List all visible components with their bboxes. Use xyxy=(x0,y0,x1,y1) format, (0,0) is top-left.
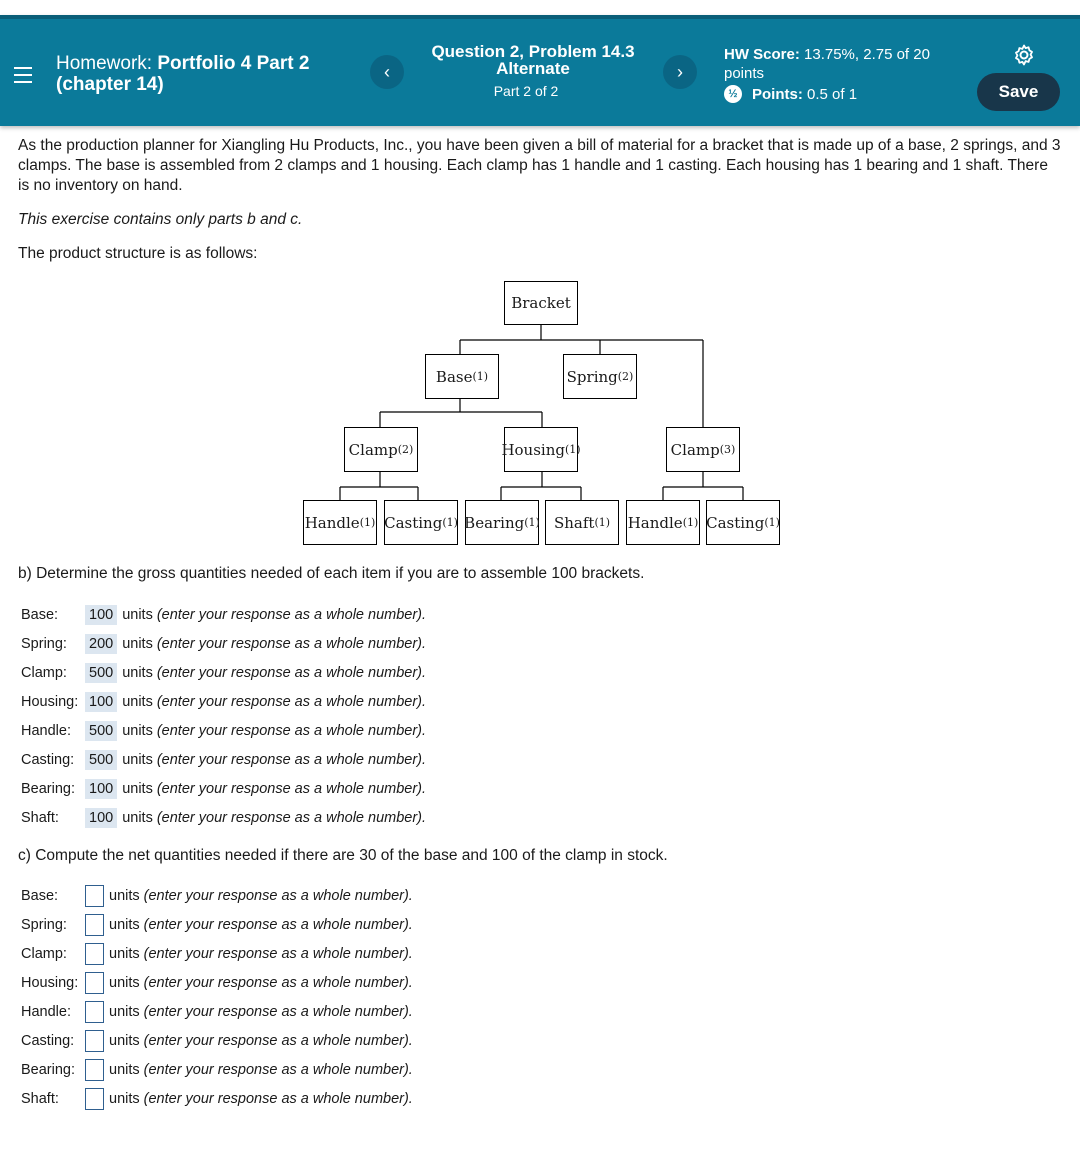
units-label: units xyxy=(122,810,153,826)
answer-hint: (enter your response as a whole number). xyxy=(143,946,413,962)
answer-value[interactable]: 100 xyxy=(85,605,117,625)
answer-row xyxy=(21,603,426,627)
answer-value[interactable]: 100 xyxy=(85,692,117,712)
save-button[interactable]: Save xyxy=(977,73,1060,111)
answer-value[interactable]: 500 xyxy=(85,750,117,770)
node-bracket-label: Bracket xyxy=(511,294,571,312)
answer-label: Base: xyxy=(21,888,59,904)
answer-label: Casting: xyxy=(21,752,75,768)
answer-row xyxy=(21,913,413,937)
next-question-button[interactable]: › xyxy=(663,55,697,89)
answer-row xyxy=(21,1000,413,1024)
points-label: Points: xyxy=(752,85,803,103)
points-display xyxy=(724,85,857,103)
answer-label: Handle: xyxy=(21,723,71,739)
answer-row xyxy=(21,884,413,908)
previous-question-button[interactable]: ‹ xyxy=(370,55,404,89)
answer-row xyxy=(21,690,426,714)
answer-label: Bearing: xyxy=(21,1062,76,1078)
node-clamp-left-qty: (2) xyxy=(397,443,414,456)
node-base-label: Base xyxy=(435,367,473,386)
answer-label: Clamp: xyxy=(21,665,67,681)
answer-input[interactable] xyxy=(85,943,104,965)
node-shaft-qty: (1) xyxy=(594,516,611,529)
node-casting-left-qty: (1) xyxy=(442,516,458,529)
answer-label: Shaft: xyxy=(21,810,59,826)
units-label: units xyxy=(122,636,153,652)
units-label: units xyxy=(122,752,153,768)
node-handle-right-label: Handle xyxy=(627,513,683,532)
answer-hint: (enter your response as a whole number). xyxy=(156,665,427,681)
answer-label: Spring: xyxy=(21,636,67,652)
homework-name: Portfolio 4 Part 2 (chapter 14) xyxy=(56,53,310,95)
answer-value[interactable]: 100 xyxy=(85,779,117,799)
units-label: units xyxy=(109,1004,140,1020)
exercise-note: This exercise contains only parts b and c. xyxy=(18,211,303,228)
answer-hint: (enter your response as a whole number). xyxy=(143,975,413,991)
product-structure-diagram xyxy=(300,278,790,550)
part-b-question: b) Determine the gross quantities needed of each item if you are to assemble 100 brackets. xyxy=(18,565,645,582)
answer-hint: (enter your response as a whole number). xyxy=(156,636,427,652)
answer-input[interactable] xyxy=(85,972,104,994)
answer-label: Shaft: xyxy=(21,1091,59,1107)
answer-row xyxy=(21,661,426,685)
units-label: units xyxy=(109,975,140,991)
question-info xyxy=(418,43,648,99)
answer-value[interactable]: 100 xyxy=(85,808,117,828)
answer-value[interactable]: 200 xyxy=(85,634,117,654)
question-title: Question 2, Problem 14.3 Alternate xyxy=(431,42,635,78)
answer-row xyxy=(21,719,426,743)
node-shaft-label: Shaft xyxy=(553,513,595,532)
node-spring-label: Spring xyxy=(566,367,618,386)
answer-label: Spring: xyxy=(21,917,67,933)
node-handle-left-label: Handle xyxy=(304,513,360,532)
node-clamp-left-label: Clamp xyxy=(348,440,398,459)
answer-label: Clamp: xyxy=(21,946,67,962)
answer-hint: (enter your response as a whole number). xyxy=(156,752,427,768)
node-casting-left xyxy=(384,500,458,545)
node-bearing xyxy=(465,500,539,545)
answer-label: Casting: xyxy=(21,1033,75,1049)
intro-text: As the production planner for Xiangling Hu Products, Inc., you have been given a bill of material for a bracket that is made up of a base, 2 springs, and 3 clamps. The base is assembled from 2 clamps and 1 housing. Each clamp has 1 handle and 1 casting. Each housing has 1 bearing and 1 shaft. There is no inventory on hand. xyxy=(18,137,1061,194)
answer-label: Base: xyxy=(21,607,59,623)
node-base xyxy=(425,354,499,399)
answer-input[interactable] xyxy=(85,1088,104,1110)
units-label: units xyxy=(122,723,153,739)
node-housing-label: Housing xyxy=(501,440,565,459)
answer-hint: (enter your response as a whole number). xyxy=(143,1062,413,1078)
answer-label: Housing: xyxy=(21,694,79,710)
units-label: units xyxy=(109,1062,140,1078)
node-clamp-right-label: Clamp xyxy=(670,440,720,459)
answer-row xyxy=(21,942,413,966)
node-clamp-right xyxy=(666,427,740,472)
answer-label: Bearing: xyxy=(21,781,76,797)
answer-hint: (enter your response as a whole number). xyxy=(143,917,413,933)
answer-hint: (enter your response as a whole number). xyxy=(156,607,427,623)
hw-score xyxy=(724,45,944,83)
answer-row xyxy=(21,1087,413,1111)
hw-score-value: 13.75%, 2.75 of 20 points xyxy=(724,46,930,82)
homework-prefix: Homework: xyxy=(56,53,153,74)
answer-hint: (enter your response as a whole number). xyxy=(143,1091,413,1107)
answer-row xyxy=(21,806,426,830)
node-bearing-qty: (1) xyxy=(524,516,540,529)
answer-label: Housing: xyxy=(21,975,79,991)
answer-value[interactable]: 500 xyxy=(85,721,117,741)
units-label: units xyxy=(109,888,140,904)
units-label: units xyxy=(122,781,153,797)
answer-hint: (enter your response as a whole number). xyxy=(156,723,427,739)
node-housing-qty: (1) xyxy=(564,443,581,456)
question-part: Part 2 of 2 xyxy=(493,83,559,99)
node-clamp-right-qty: (3) xyxy=(719,443,736,456)
node-handle-right-qty: (1) xyxy=(682,516,699,529)
gear-icon[interactable] xyxy=(1012,43,1036,67)
units-label: units xyxy=(109,1033,140,1049)
node-casting-right-label: Casting xyxy=(706,513,765,532)
answer-hint: (enter your response as a whole number). xyxy=(143,1004,413,1020)
answer-hint: (enter your response as a whole number). xyxy=(143,1033,413,1049)
answer-hint: (enter your response as a whole number). xyxy=(156,781,427,797)
answer-hint: (enter your response as a whole number). xyxy=(143,888,413,904)
answer-label: Handle: xyxy=(21,1004,71,1020)
node-housing xyxy=(501,427,581,472)
units-label: units xyxy=(109,946,140,962)
node-base-qty: (1) xyxy=(472,370,489,383)
answer-input[interactable] xyxy=(85,885,104,907)
points-value: 0.5 of 1 xyxy=(807,85,858,103)
answer-hint: (enter your response as a whole number). xyxy=(156,810,427,826)
node-bearing-label: Bearing xyxy=(464,513,525,532)
answer-row xyxy=(21,1029,413,1053)
node-handle-left-qty: (1) xyxy=(359,516,376,529)
question-content xyxy=(18,136,1063,278)
part-c-question: c) Compute the net quantities needed if there are 30 of the base and 100 of the clamp in stock. xyxy=(18,847,668,864)
partial-credit-icon: ½ xyxy=(724,85,742,103)
menu-icon[interactable] xyxy=(14,67,32,83)
answer-hint: (enter your response as a whole number). xyxy=(156,694,427,710)
node-casting-right-qty: (1) xyxy=(764,516,780,529)
answer-input[interactable] xyxy=(85,1030,104,1052)
node-clamp-left xyxy=(344,427,418,472)
units-label: units xyxy=(109,917,140,933)
node-casting-left-label: Casting xyxy=(384,513,443,532)
answer-input[interactable] xyxy=(85,1001,104,1023)
node-spring-qty: (2) xyxy=(617,370,634,383)
header-bar xyxy=(0,15,1080,126)
node-spring xyxy=(563,354,637,399)
units-label: units xyxy=(109,1091,140,1107)
node-shaft xyxy=(545,500,619,545)
answer-input[interactable] xyxy=(85,1059,104,1081)
answer-row xyxy=(21,971,413,995)
answer-value[interactable]: 500 xyxy=(85,663,117,683)
answer-row xyxy=(21,1058,413,1082)
answer-row xyxy=(21,748,426,772)
node-handle-right xyxy=(626,500,700,545)
hw-score-label: HW Score: xyxy=(724,46,800,63)
units-label: units xyxy=(122,694,153,710)
node-handle-left xyxy=(303,500,377,545)
units-label: units xyxy=(122,607,153,623)
answer-input[interactable] xyxy=(85,914,104,936)
node-bracket xyxy=(504,281,578,325)
node-casting-right xyxy=(706,500,780,545)
top-strip xyxy=(0,0,1080,15)
answer-row xyxy=(21,632,426,656)
homework-title xyxy=(56,53,356,95)
answer-row xyxy=(21,777,426,801)
structure-label: The product structure is as follows: xyxy=(18,245,258,262)
units-label: units xyxy=(122,665,153,681)
